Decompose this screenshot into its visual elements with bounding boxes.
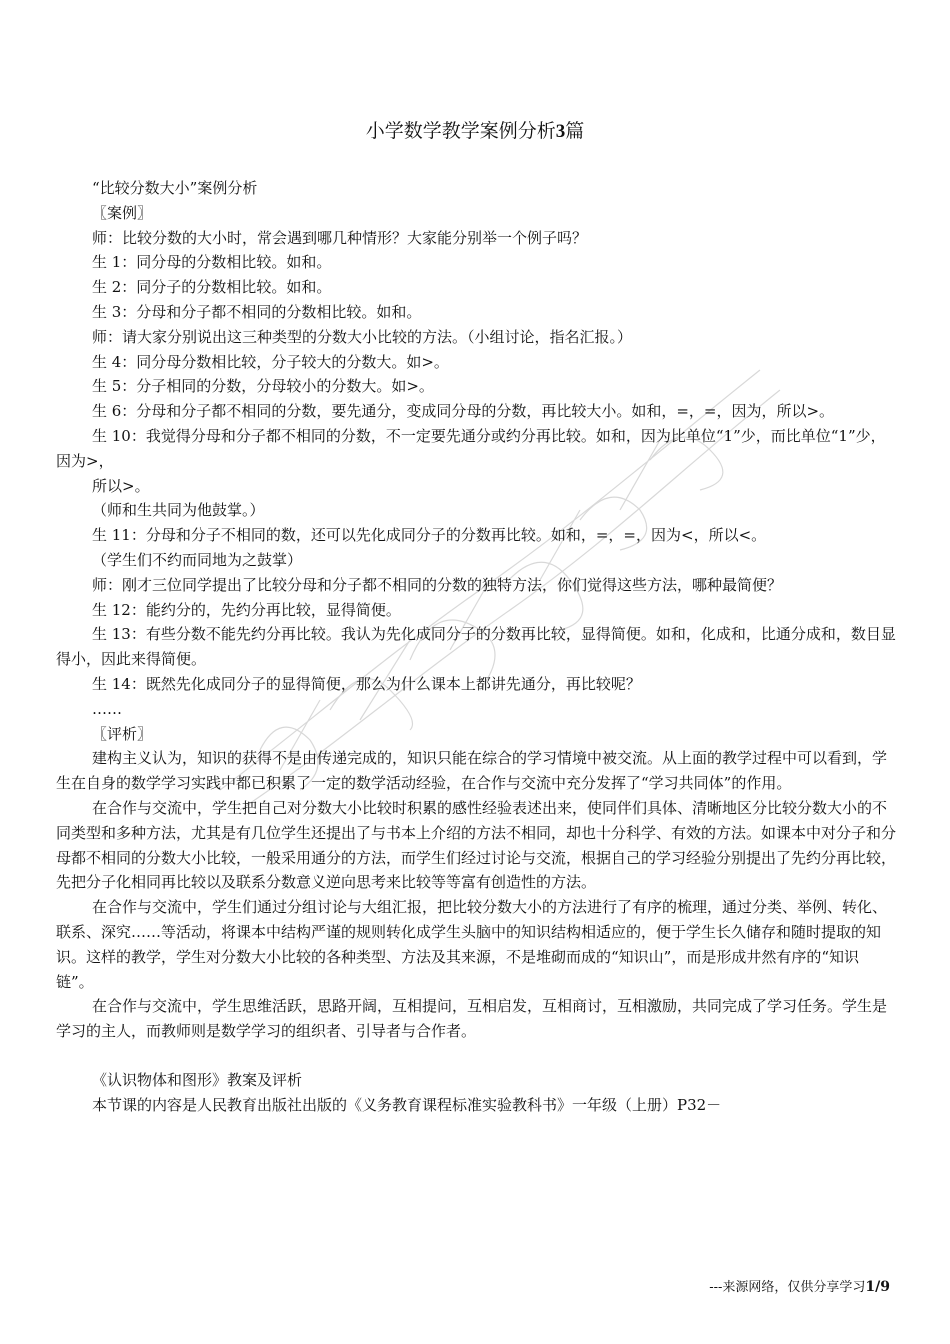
section-heading-2: 《认识物体和图形》教案及评析	[92, 1070, 303, 1089]
dialogue-line: 生 13：有些分数不能先约分再比较。我认为先化成同分子的分数再比较，显得简便。如和，化成和，比通分成和，数目显得小，因此来得简便。	[56, 625, 896, 669]
dialogue-line: 师：比较分数的大小时，常会遇到哪几种情形？大家能分别举一个例子吗？	[92, 228, 588, 247]
ellipsis-line: ……	[92, 699, 122, 718]
page-footer	[709, 1276, 890, 1295]
page-title: 小学数学教学案例分析3篇	[365, 120, 585, 142]
footer-source-text: ---来源网络，仅供分享学习	[709, 1280, 866, 1295]
analysis-paragraph: 在合作与交流中，学生把自己对分数大小比较时积累的感性经验表述出来，使同伴们具体、清晰地区分比较分数大小的不同类型和多种方法，尤其是有几位学生还提出了与书本上介绍的方法不相同，却也十分科学、有效的方法。如课本中对分子和分母都不相同的分数大小比较，一般采用通分的方法，而学生们经过讨论与交流，根据自己的学习经验分别提出了先约分再比较，先把分子化相同再比较以及联系分数意义逆向思考来比较等等富有创造性的方法。	[56, 798, 897, 892]
dialogue-line: 生 4：同分母分数相比较，分子较大的分数大。如>。	[92, 352, 449, 371]
analysis-paragraph: 建构主义认为，知识的获得不是由传递完成的，知识只能在综合的学习情境中被交流。从上面的教学过程中可以看到，学生在自身的数学学习实践中都已积累了一定的数学活动经验，在合作与交流中充分发挥了“学习共同体”的作用。	[56, 749, 888, 793]
analysis-paragraph: 在合作与交流中，学生思维活跃，思路开阔，互相提问，互相启发，互相商讨，互相激励，共同完成了学习任务。学生是学习的主人，而教师则是数学学习的组织者、引导者与合作者。	[56, 997, 888, 1041]
dialogue-line: 所以>。	[92, 476, 150, 495]
document-body	[56, 176, 896, 1117]
page-number: 1/9	[865, 1279, 890, 1295]
case-label: 〖案例〗	[92, 203, 153, 222]
dialogue-line: 生 3：分母和分子都不相同的分数相比较。如和。	[92, 302, 422, 321]
dialogue-line: 生 11：分母和分子不相同的数，还可以先化成同分子的分数再比较。如和，=，=，因为<，所以<。	[92, 526, 767, 545]
dialogue-line: 生 12：能约分的，先约分再比较，显得简便。	[92, 600, 401, 619]
analysis-label: 〖评析〗	[92, 724, 153, 743]
section-heading-1: “比较分数大小”案例分析	[92, 179, 258, 197]
dialogue-line: 生 5：分子相同的分数，分母较小的分数大。如>。	[92, 377, 434, 396]
dialogue-line: 师：刚才三位同学提出了比较分母和分子都不相同的分数的独特方法，你们觉得这些方法，哪种最简便？	[92, 575, 783, 594]
dialogue-line: （师和生共同为他鼓掌。）	[92, 501, 265, 520]
dialogue-line: 生 6：分母和分子都不相同的分数，要先通分，变成同分母的分数，再比较大小。如和，=，=，因为，所以>。	[92, 402, 835, 421]
dialogue-line: （学生们不约而同地为之鼓掌）	[92, 550, 303, 569]
dialogue-line: 生 14：既然先化成同分子的显得简便，那么为什么课本上都讲先通分，再比较呢？	[92, 674, 641, 693]
analysis-paragraph: 在合作与交流中，学生们通过分组讨论与大组汇报，把比较分数大小的方法进行了有序的梳理，通过分类、举例、转化、联系、深究……等活动，将课本中结构严谨的规则转化成学生头脑中的知识结构相适应的，便于学生长久储存和随时提取的知识。这样的教学，学生对分数大小比较的各种类型、方法及其来源，不是堆砌而成的“知识山”，而是形成井然有序的“知识链”。	[56, 898, 888, 991]
dialogue-line: 师：请大家分别说出这三种类型的分数大小比较的方法。（小组讨论，指名汇报。）	[92, 327, 633, 346]
dialogue-line: 生 1：同分母的分数相比较。如和。	[92, 253, 332, 272]
dialogue-line: 生 2：同分子的分数相比较。如和。	[92, 278, 332, 297]
dialogue-line: 生 10：我觉得分母和分子都不相同的分数，不一定要先通分或约分再比较。如和，因为比单位“1”少，而比单位“1”少，因为>，	[56, 426, 886, 470]
intro-paragraph: 本节课的内容是人民教育出版社出版的《义务教育课程标准实验教科书》一年级（上册）P32－	[92, 1095, 722, 1114]
